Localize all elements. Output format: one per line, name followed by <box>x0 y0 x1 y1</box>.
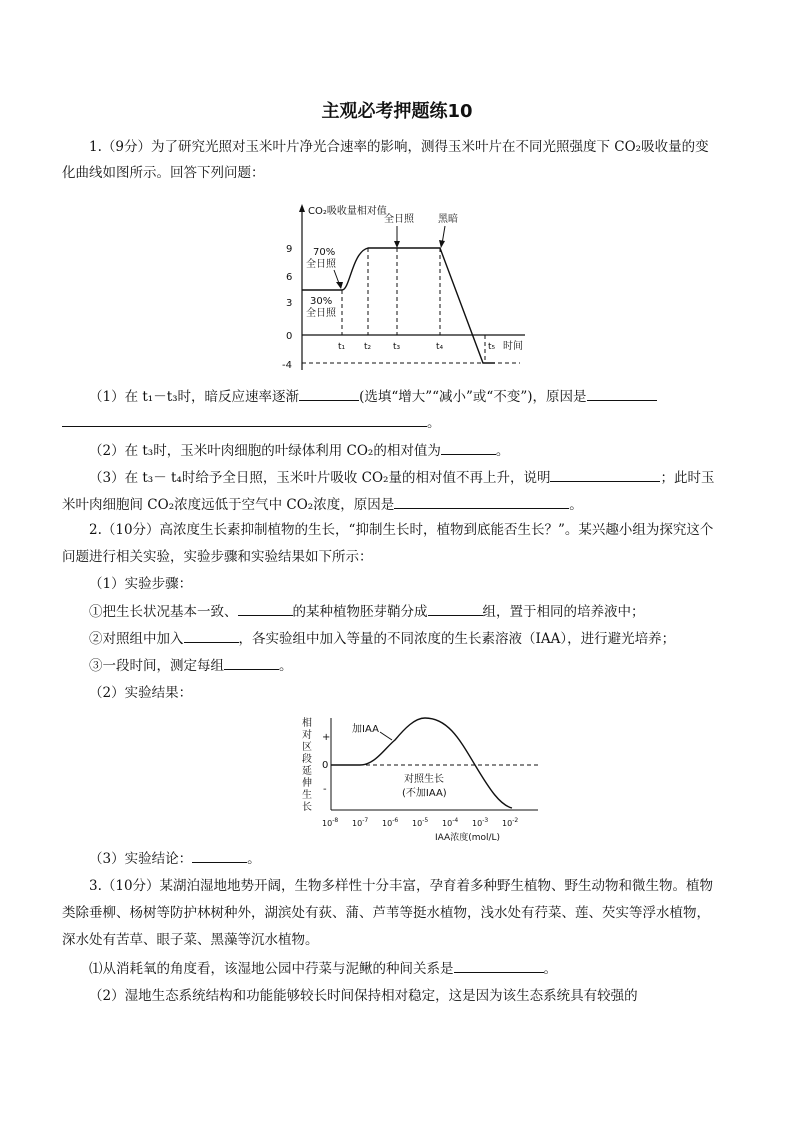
q2-ylabel-char-2: 对 <box>302 730 312 741</box>
q1-blank-5[interactable] <box>550 467 660 482</box>
q1-blank-2[interactable] <box>587 386 657 401</box>
q1-xtick-t4: t₄ <box>436 342 444 352</box>
q3-sub1-text: ⑴从消耗氧的角度看，该湿地公园中荇菜与泥鳅的种间关系是 <box>89 961 454 977</box>
q2-ylabel-char-5: 延 <box>302 766 312 777</box>
q2-ytick-zero: 0 <box>322 760 329 771</box>
q1-ann-70: 70% <box>313 247 336 258</box>
q1-sub1-text-a: （1）在 t₁－t₃时，暗反应速率逐渐 <box>89 389 300 405</box>
q2-ylabel-char-4: 段 <box>302 754 312 765</box>
q2-xlabel: IAA浓度(mol/L) <box>435 833 501 843</box>
q1-blank-6[interactable] <box>394 494 569 509</box>
q2-step2-text-a: ②对照组中加入 <box>89 631 184 647</box>
q1-xtick-t1: t₁ <box>338 342 346 352</box>
q2-step1-line <box>89 601 645 622</box>
q2-step1-text-c: 组，置于相同的培养液中； <box>482 604 645 620</box>
q3-sub1-line <box>89 958 557 979</box>
q2-blank-5[interactable] <box>192 848 247 863</box>
q2-xtick-1: $10^{-8}$ <box>322 817 339 828</box>
q2-ytick-plus: + <box>322 732 331 743</box>
q2-ytick-minus: - <box>323 784 327 795</box>
q1-sub2-line <box>89 440 509 461</box>
q2-curve-label: 加IAA <box>352 724 379 735</box>
q1-ann-30-sun: 全日照 <box>306 308 336 319</box>
q1-xtick-t5: t₅ <box>488 342 496 352</box>
q2-ylabel-char-3: 区 <box>302 742 312 753</box>
q1-sub1-line <box>89 386 657 407</box>
q1-sub1-cont <box>62 412 441 433</box>
q2-iaa-chart <box>300 710 550 845</box>
q2-conclusion-period: 。 <box>247 851 261 867</box>
q1-co2-chart <box>270 200 535 380</box>
q2-xtick-6: $10^{-3}$ <box>472 817 489 828</box>
q2-xtick-2: $10^{-7}$ <box>352 817 369 828</box>
q1-sub3-period: 。 <box>569 497 583 513</box>
q2-step3-period: 。 <box>279 658 293 674</box>
q3-intro-line1: 3.（10分）某湖泊湿地地势开阔，生物多样性十分丰富，孕育着多种野生植物、野生动物和微生物。植物 <box>89 878 714 894</box>
q1-blank-4[interactable] <box>441 440 496 455</box>
q1-intro-line2: 化曲线如图所示。回答下列问题： <box>62 165 265 181</box>
q1-sub3-text-b: ；此时玉 <box>660 470 715 486</box>
q1-sub1-period: 。 <box>427 415 441 431</box>
q2-step2-text-b: ，各实验组中加入等量的不同浓度的生长素溶液（IAA），进行避光培养； <box>238 631 676 647</box>
q1-ann-30: 30% <box>310 296 333 307</box>
q1-xlabel: 时间 <box>503 341 523 352</box>
q1-xtick-t2: t₂ <box>364 342 372 352</box>
q1-ytick-3: 3 <box>286 298 293 309</box>
q2-blank-1[interactable] <box>238 601 293 616</box>
q3-sub2-line: （2）湿地生态系统结构和功能能够较长时间保持相对稳定，这是因为该生态系统具有较强的 <box>89 988 638 1004</box>
q1-sub2-text: （2）在 t₃时，玉米叶肉细胞的叶绿体利用 CO₂的相对值为 <box>89 443 441 459</box>
q3-blank-1[interactable] <box>454 958 544 973</box>
q1-sub2-period: 。 <box>495 443 510 459</box>
q2-ylabel-char-1: 相 <box>302 718 312 729</box>
q3-sub1-period: 。 <box>543 961 557 977</box>
q2-intro-line1: 2.（10分）高浓度生长素抑制植物的生长，“抑制生长时，植物到底能否生长？”。某兴趣小组为探究这个 <box>89 522 714 538</box>
q2-xtick-4: $10^{-5}$ <box>412 817 429 828</box>
q1-sub3-line <box>89 467 714 488</box>
q2-ylabel-char-6: 伸 <box>302 778 312 789</box>
q1-ytick-0: 0 <box>286 331 293 342</box>
q1-blank-3[interactable] <box>62 412 427 427</box>
q1-sub1-text-b: (选填“增大”“减小”或“不变”)，原因是 <box>359 389 587 405</box>
q2-xtick-3: $10^{-6}$ <box>382 817 399 828</box>
q2-control-sub: (不加IAA) <box>402 788 447 799</box>
q1-chart-ylabel: CO₂吸收量相对值 <box>308 206 387 217</box>
q2-ylabel-char-7: 生 <box>302 790 312 801</box>
q2-conclusion-text: （3）实验结论： <box>89 851 193 867</box>
q2-step3-text-a: ③一段时间，测定每组 <box>89 658 224 674</box>
q1-ann-fullsun: 全日照 <box>384 214 414 225</box>
q1-sub3-text-c: 米叶肉细胞间 CO₂浓度远低于空气中 CO₂浓度，原因是 <box>62 497 395 513</box>
q3-intro-line3: 深水处有苦草、眼子菜、黑藻等沉水植物。 <box>62 932 319 948</box>
q2-step2-line <box>89 628 675 649</box>
q2-xticks <box>322 817 518 828</box>
q1-ytick-6: 6 <box>286 272 293 283</box>
q1-ann-70-sun: 全日照 <box>306 259 336 270</box>
q2-step1-text-b: 的某种植物胚芽鞘分成 <box>292 604 428 620</box>
q1-xtick-t3: t₃ <box>393 342 401 352</box>
q1-ytick-neg4: -4 <box>282 360 292 371</box>
q2-blank-4[interactable] <box>224 655 279 670</box>
q2-ylabel-char-8: 长 <box>302 802 312 813</box>
q3-intro-line2: 类除垂柳、杨树等防护林树种外，湖滨处有荻、蒲、芦苇等挺水植物，浅水处有荇菜、莲、芡实等浮水植物， <box>62 905 710 921</box>
q2-steps-heading: （1）实验步骤： <box>89 576 193 592</box>
q2-intro-line2: 问题进行相关实验，实验步骤和实验结果如下所示： <box>62 549 373 565</box>
q1-intro-line1: 1.（9分）为了研究光照对玉米叶片净光合速率的影响，测得玉米叶片在不同光照强度下 CO₂吸收量的变 <box>89 139 709 155</box>
q2-control-label: 对照生长 <box>404 774 444 785</box>
q2-conclusion-line <box>89 848 261 869</box>
q2-blank-2[interactable] <box>428 601 483 616</box>
q1-ytick-9: 9 <box>286 244 293 255</box>
q1-sub3-cont <box>62 494 583 515</box>
q1-sub3-text-a: （3）在 t₃－ t₄时给予全日照，玉米叶片吸收 CO₂量的相对值不再上升，说明 <box>89 470 551 486</box>
q2-step3-line <box>89 655 293 676</box>
q2-result-heading: （2）实验结果： <box>89 685 193 701</box>
q2-xtick-5: $10^{-4}$ <box>442 817 459 828</box>
q1-ann-dark: 黑暗 <box>438 214 458 225</box>
q2-step1-text-a: ①把生长状况基本一致、 <box>89 604 238 620</box>
q2-blank-3[interactable] <box>184 628 239 643</box>
page-title: 主观必考押题练10 <box>321 101 473 122</box>
q1-blank-1[interactable] <box>299 386 359 401</box>
q2-xtick-7: $10^{-2}$ <box>502 817 519 828</box>
